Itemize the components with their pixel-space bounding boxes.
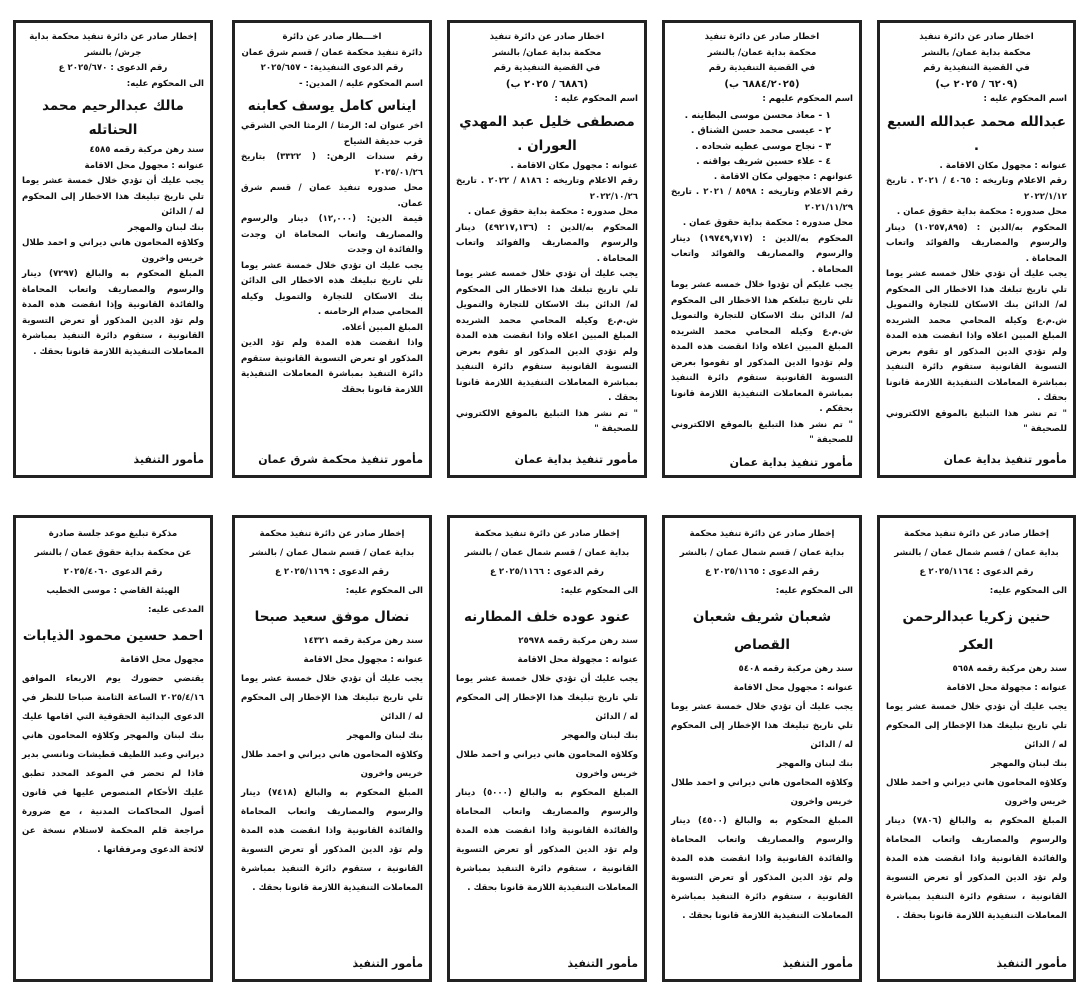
notice-paragraph: سند رهن مركبة رقمه ١٤٣٢١ — [303, 636, 423, 646]
notice-paragraph: يجب عليك أن تؤدي خلال خمسة عشر يوما تلي تاريخ تبليغك هذا الإخطار إلى المحكوم له / الدائن — [456, 674, 638, 722]
defendant-label: الى المحكوم عليه: — [345, 586, 423, 596]
notice-heading: في القضية التنفيذية رقم — [923, 63, 1030, 73]
defendant-list-item: ٢ - عيسى محمد حسن الشناق . — [690, 125, 831, 136]
notice-paragraph: بنك لبنان والمهجر — [127, 222, 204, 233]
notice-3 — [447, 20, 647, 478]
notice-paragraph: المبلغ المحكوم به والبالغ (٥٠٠٠) دينار والرسوم والمصاريف واتعاب المحاماة والفائدة القانونية واذا انقضت هذه المدة ولم تؤد الدين المذكور أو تعرض التسوية القانونية ، ستقوم دائرة التنفيذ بمباشرة المعاملات التنفيذية اللازمة قانونا بحقك . — [456, 788, 638, 893]
notice-heading: اخـــطار صادر عن دائرة — [282, 32, 382, 42]
signature: مأمور التنفيذ — [782, 957, 853, 970]
signature: مأمور تنفيذ بداية عمان — [729, 455, 853, 469]
notice-6 — [877, 515, 1076, 982]
notice-8 — [447, 515, 647, 982]
signature: مأمور تنفيذ بداية عمان — [943, 453, 1067, 466]
notice-paragraph: يقتضي حضورك يوم الاربعاء الموافق ٢٠٢٥/٤/١٦ الساعة الثامنة صباحا للنظر في الدعوى البدائية الحقوقية التي اقامها عليك بنك لبنان والمهجر وكلاؤه المحامون هاني ديراني وعبد اللطيف قطيشات ونانسي بدير فاذا لم تحضر في الموعد المحدد تطبق عليك الأحكام المنصوص عليها في قانون أصول المحاكمات المدنية ، مع ضرورة مراجعة قلم المحكمة لاستلام نسخة عن لائحة الدعوى ومرفقاتها . — [22, 674, 204, 855]
defendant-name: ايناس كامل يوسف كعابنه — [247, 98, 417, 114]
notice-heading: في القضية التنفيذية رقم — [708, 63, 816, 73]
notice-paragraph: يجب عليك أن تؤدي خلال خمسه عشر يوما تلي تاريخ تبلغك هذا الاخطار الى المحكوم له/ الدائن بنك الاسكان للتجارة والتمويل ش.م.ع وكيله المحامي محمد الشريده المبلغ المبين اعلاه واذا انقضت هذه المدة ولم تؤدي الدين المذكور او تقوم بعرض التسوية القانونية ستقوم دائرة التنفيذ بمباشرة المعاملات التنفيذية اللازمة قانونا بحقك . — [886, 269, 1067, 403]
defendant-label: اسم المحكوم عليه : — [983, 94, 1067, 104]
notice-paragraph: بنك لبنان والمهجر — [990, 759, 1067, 769]
notice-1 — [877, 20, 1076, 478]
defendant-name: حنين زكريا عبدالرحمن العكر — [902, 609, 1051, 653]
notice-paragraph: محل صدوره : محكمة بداية حقوق عمان . — [682, 218, 853, 228]
notice-paragraph: يجب عليك ان تؤدي خلال خمسة عشر يوما تلي تاريخ تبليغك هذه الاخطار الى الدائن بنك الاسكان للتجارة والتمويل وكيله المحامي صدام الرحامنه . — [241, 260, 423, 317]
defendant-list-item: ١ - معاذ محسن موسى البطاينه . — [684, 109, 831, 121]
defendant-label: الى المحكوم عليه: — [126, 78, 204, 89]
notice-heading: إخطار صادر عن دائرة تنفيذ محكمة — [474, 529, 620, 539]
notice-paragraph: بنك لبنان والمهجر — [561, 731, 638, 741]
notice-heading: بداية عمان / قسم شمال عمان / بالنشر — [249, 548, 415, 558]
notice-paragraph: محل صدوره تنفيذ عمان / قسم شرق عمان. — [241, 183, 423, 209]
notice-4 — [232, 20, 432, 478]
notice-paragraph: رقم سندات الرهن: ( ٣٣٢٢) بتاريخ ٢٠٢٥/٠١/٢٦ — [241, 152, 423, 178]
signature: مأمور التنفيذ — [996, 957, 1067, 970]
notice-paragraph: وكلاؤه المحامون هاني ديراني و احمد طلال خريس واخرون — [456, 750, 638, 779]
notice-heading: اخطار صادر عن دائرة تنفيذ — [489, 32, 605, 42]
notice-paragraph: يجب عليك أن تؤدي خلال خمسه عشر يوما تلي تاريخ تبلغك هذا الاخطار الى المحكوم له/ الدائن بنك الاسكان للتجارة والتمويل ش.م.ع وكيله المحامي محمد الشريده المبلغ المبين اعلاه واذا انقضت هذه المدة ولم تؤدي الدين المذكور او تقوم بعرض التسوية القانونية ستقوم دائرة التنفيذ بمباشرة المعاملات التنفيذية اللازمة قانونا بحقك . — [456, 269, 638, 403]
notice-heading: رقم الدعوى التنفيذية: - ٢٠٢٥/٦٥٧ — [260, 63, 404, 73]
signature: مأمور التنفيذ — [352, 957, 423, 970]
notice-paragraph: اخر عنوان له: الرمثا / الرمثا الحي الشرقي قرب حديقة الشياح — [241, 121, 423, 147]
defendant-list-item: ٤ - علاء حسين شريف بواقنه . — [696, 156, 831, 167]
notice-heading: بداية عمان / قسم شمال عمان / بالنشر — [894, 548, 1059, 558]
notice-paragraph: عنوانهم : مجهولي مكان الاقامة . — [713, 171, 853, 182]
notice-paragraph: يجب عليك أن تؤدي خلال خمسة عشر يوما تلي تاريخ تبليغك هذا الإخطار إلى المحكوم له / الدائن — [671, 702, 853, 750]
defendant-label: الى المحكوم عليه: — [560, 586, 638, 596]
defendant-label: اسم المحكوم عليه : — [554, 94, 638, 104]
notice-paragraph: " تم نشر هذا التبليغ بالموقع الالكتروني للصحيفة " — [886, 408, 1067, 434]
notice-paragraph: بنك لبنان والمهجر — [346, 731, 423, 741]
notice-paragraph: المبلغ المحكوم به والبالغ (٧٨٠٦) دينار والرسوم والمصاريف واتعاب المحاماة والفائدة القانونية واذا انقضت هذه المدة ولم تؤد الدين المذكور أو تعرض التسوية القانونية ، ستقوم دائرة التنفيذ بمباشرة المعاملات التنفيذية اللازمة قانونا بحقك . — [886, 816, 1067, 921]
notice-heading: في القضية التنفيذية رقم — [493, 63, 601, 73]
notice-heading: محكمة بداية عمان/ بالنشر — [492, 47, 602, 58]
notice-10 — [13, 515, 213, 982]
notice-paragraph: واذا انقضت هذه المدة ولم تؤد الدين المذكور او تعرض التسوية القانونية ستقوم دائرة التنفيذ بمباشرة المعاملات التنفيذية اللازمة قانونا بحقك — [241, 338, 423, 395]
notice-heading: رقم الدعوى : ٢٠٢٥/١١٦٥ ع — [705, 567, 819, 577]
notice-heading: الهيئة القاضي : موسى الخطيب — [46, 586, 180, 596]
notice-paragraph: مجهول محل الاقامة — [120, 655, 204, 665]
notice-paragraph: عنوانه : مجهولة محل الاقامة — [946, 683, 1067, 693]
defendant-name: مالك عبدالرحيم محمد الحناتله — [42, 98, 184, 138]
notice-paragraph: عنوانه : مجهول محل الاقامة — [733, 683, 853, 693]
signature: مأمور التنفيذ — [133, 453, 204, 466]
notice-paragraph: المحكوم به/الدين : (٤٩٢١٧,١٣٦) دينار والرسوم والمصاريف والفوائد واتعاب المحاماة . — [456, 222, 638, 264]
signature: مأمور تنفيذ بداية عمان — [514, 453, 638, 466]
notice-paragraph: وكلاؤه المحامون هاني ديراني و احمد طلال خريس واخرون — [671, 778, 853, 807]
notice-heading: إخطار صادر عن دائرة تنفيذ محكمة بداية — [29, 32, 197, 42]
signature: مأمور تنفيذ محكمة شرق عمان — [258, 453, 423, 466]
notice-paragraph: يجب عليكم أن تؤدوا خلال خمسه عشر يوما تلي تاريخ تبلغكم هذا الاخطار الى المحكوم له/ الدائن بنك الاسكان للتجارة والتمويل ش.م.ع وكيله المحامي محمد الشريده المبلغ المبين اعلاه واذا انقضت هذه المدة ولم تؤدوا الدين المذكور او تقوموا بعرض التسوية القانونية ستقوم دائرة التنفيذ بمباشرة المعاملات التنفيذية اللازمة قانونا بحقكم . — [671, 280, 853, 414]
defendant-name: احمد حسين محمود الذيابات — [22, 628, 204, 644]
notice-paragraph: وكلاؤه المحامون هاني ديراني و احمد طلال خريس واخرون — [22, 238, 204, 264]
notice-paragraph: سند رهن مركبة رقمه ٢٥٩٧٨ — [518, 636, 638, 646]
notice-paragraph: المبلغ المحكوم به والبالغ (٤٥٠٠) دينار والرسوم والمصاريف واتعاب المحاماة والفائدة القانونية واذا انقضت هذه المدة ولم تؤد الدين المذكور أو تعرض التسوية القانونية ، ستقوم دائرة التنفيذ بمباشرة المعاملات التنفيذية اللازمة قانونا بحقك . — [671, 816, 853, 921]
notice-paragraph: يجب عليك أن تؤدي خلال خمسة عشر يوما تلي تاريخ تبليغك هذا الاخطار إلى المحكوم له / الدائن — [22, 176, 204, 217]
defendant-name: شعبان شريف شعبان القصاص — [692, 609, 832, 653]
notice-heading: رقم الدعوى : ٢٠٢٥/١١٦٩ ع — [275, 567, 389, 577]
defendant-label: المدعى عليه: — [148, 605, 204, 615]
notice-paragraph: المبلغ المحكوم به والبالغ (٧٤١٨) دينار والرسوم والمصاريف واتعاب المحاماة والفائدة القانونية واذا انقضت هذه المدة ولم تؤد الدين المذكور أو تعرض التسوية القانونية ، ستقوم دائرة التنفيذ بمباشرة المعاملات التنفيذية اللازمة قانونا بحقك . — [241, 788, 423, 893]
notice-heading: إخطار صادر عن دائرة تنفيذ محكمة — [903, 529, 1049, 539]
case-number: (٦٨٨٤/٢٠٢٥ ب) — [724, 78, 800, 90]
notice-heading: محكمة بداية عمان/ بالنشر — [922, 47, 1031, 58]
notice-paragraph: " تم نشر هذا التبليغ بالموقع الالكتروني للصحيفة " — [671, 419, 853, 445]
notice-paragraph: محل صدوره : محكمة بداية حقوق عمان . — [467, 207, 638, 217]
notice-heading: رقم الدعوى : ٢٠٢٥/١١٦٤ ع — [919, 567, 1034, 577]
notice-5 — [13, 20, 213, 478]
notice-paragraph: وكلاؤه المحامون هاني ديراني و احمد طلال خريس واخرون — [241, 750, 423, 779]
defendant-name: عبدالله محمد عبدالله السبع . — [886, 113, 1067, 154]
defendant-label: اسم المحكوم عليه / المدين: - — [298, 78, 423, 89]
notice-paragraph: بنك لبنان والمهجر — [776, 759, 853, 769]
notice-heading: مذكرة تبليغ موعد جلسة صادرة — [48, 529, 178, 539]
notice-paragraph: " تم نشر هذا التبليغ بالموقع الالكتروني للصحيفة " — [456, 408, 638, 434]
notice-paragraph: سند رهن مركبة رقمه ٥٤٠٨ — [738, 664, 853, 674]
notice-paragraph: رقم الاعلام وتاريخه : ٤٠٦٥ / ٢٠٢١ . تاريخ ٢٠٢٢/١/١٢ — [886, 176, 1067, 202]
notice-heading: اخطار صادر عن دائرة تنفيذ — [704, 32, 820, 42]
defendant-name: عنود عوده خلف المطارنه — [463, 609, 631, 625]
notice-heading: دائرة تنفيذ محكمة عمان / قسم شرق عمان — [241, 47, 423, 58]
notice-paragraph: المبلغ المحكوم به والبالغ (٧٢٩٧) دينار والرسوم والمصاريف واتعاب المحاماة والفائدة القانونية وإذا انقضت هذه المدة ولم تؤد الدين المذكور أو تعرض التسوية القانونية ، ستقوم دائرة التنفيذ بمباشرة المعاملات التنفيذية اللازمة قانونا بحقك . — [22, 269, 204, 357]
case-number: (٦٢٠٩ / ٢٠٢٥ ب) — [935, 78, 1018, 90]
notice-paragraph: المحكوم به/الدين : (١٠٢٥٧,٨٩٥) دينار والرسوم والمصاريف والفوائد واتعاب المحاماة . — [886, 222, 1067, 264]
notice-paragraph: عنوانه : مجهولة محل الاقامة — [517, 655, 638, 665]
notice-heading: عن محكمة بداية حقوق عمان / بالنشر — [34, 548, 192, 558]
notice-paragraph: رقم الاعلام وتاريخه : ٨١٨٦ / ٢٠٢٢ . تاريخ ٢٠٢٢/١٠/٢٦ — [456, 176, 638, 202]
notice-paragraph: سند رهن مركبة رقمه ٥٦٥٨ — [952, 664, 1067, 674]
notice-heading: إخطار صادر عن دائرة تنفيذ محكمة — [259, 529, 405, 539]
notice-paragraph: قيمة الدين: (١٢,٠٠٠) دينار والرسوم والمصاريف واتعاب المحاماة ان وجدت والفائدة ان وجدت — [241, 214, 423, 255]
notice-paragraph: رقم الاعلام وتاريخه : ٨٥٩٨ / ٢٠٢١ . تاريخ ٢٠٢١/١١/٢٩ — [671, 187, 853, 213]
notice-paragraph: عنوانه : مجهول محل الاقامة — [303, 655, 423, 665]
notice-paragraph: سند رهن مركبة رقمه ٤٥٨٥ — [89, 145, 204, 155]
notice-2 — [662, 20, 862, 478]
notice-9 — [232, 515, 432, 982]
notice-paragraph: المبلغ المبين أعلاه. — [341, 322, 423, 333]
notice-paragraph: المحكوم به/الدين : (١٩٧٤٩,٧١٧) دينار والرسوم والمصاريف والفوائد واتعاب المحاماة . — [671, 233, 853, 275]
notice-paragraph: يجب عليك أن تؤدي خلال خمسة عشر يوما تلي تاريخ تبليغك هذا الإخطار إلى المحكوم له / الدائن — [886, 702, 1067, 750]
notice-heading: إخطار صادر عن دائرة تنفيذ محكمة — [689, 529, 835, 539]
notice-7 — [662, 515, 862, 982]
notice-paragraph: عنوانه : مجهول مكان الاقامة . — [939, 160, 1067, 171]
notice-paragraph: عنوانه : مجهول مكان الاقامة . — [510, 160, 638, 171]
signature: مأمور التنفيذ — [567, 957, 638, 970]
notice-heading: رقم الدعوى ٢٠٢٥/٤٠٦٠ — [63, 567, 163, 577]
notice-heading: بداية عمان / قسم شمال عمان / بالنشر — [464, 548, 630, 558]
defendant-name: نضال موفق سعيد صبحا — [254, 609, 410, 625]
notice-heading: جرش/ بالنشر — [84, 47, 142, 58]
notice-heading: بداية عمان / قسم شمال عمان / بالنشر — [679, 548, 845, 558]
defendant-list-item: ٣ - نجاح موسى عطيه شحاده . — [695, 140, 831, 152]
defendant-label: الى المحكوم عليه: — [989, 586, 1067, 596]
defendant-name: مصطفى خليل عبد المهدي العوران . — [459, 113, 635, 154]
defendant-label: الى المحكوم عليه: — [775, 586, 853, 596]
notice-paragraph: عنوانه : مجهول محل الاقامة — [84, 160, 204, 171]
case-number: (٦٨٨٦ / ٢٠٢٥ ب) — [505, 78, 589, 90]
notice-heading: رقم الدعوى : ٢٠٢٥/٦٧٠ ع — [58, 63, 168, 73]
notice-paragraph: يجب عليك أن تؤدي خلال خمسة عشر يوما تلي تاريخ تبليغك هذا الإخطار إلى المحكوم له / الدائن — [241, 674, 423, 722]
notice-heading: رقم الدعوى : ٢٠٢٥/١١٦٦ ع — [490, 567, 604, 577]
notice-heading: محكمة بداية عمان/ بالنشر — [707, 47, 817, 58]
notice-paragraph: محل صدوره : محكمة بداية حقوق عمان . — [896, 207, 1067, 217]
notice-paragraph: وكلاؤه المحامون هاني ديراني و احمد طلال خريس واخرون — [886, 778, 1067, 807]
notice-heading: اخطار صادر عن دائرة تنفيذ — [919, 32, 1034, 42]
defendant-label: اسم المحكوم عليهم : — [762, 94, 853, 104]
